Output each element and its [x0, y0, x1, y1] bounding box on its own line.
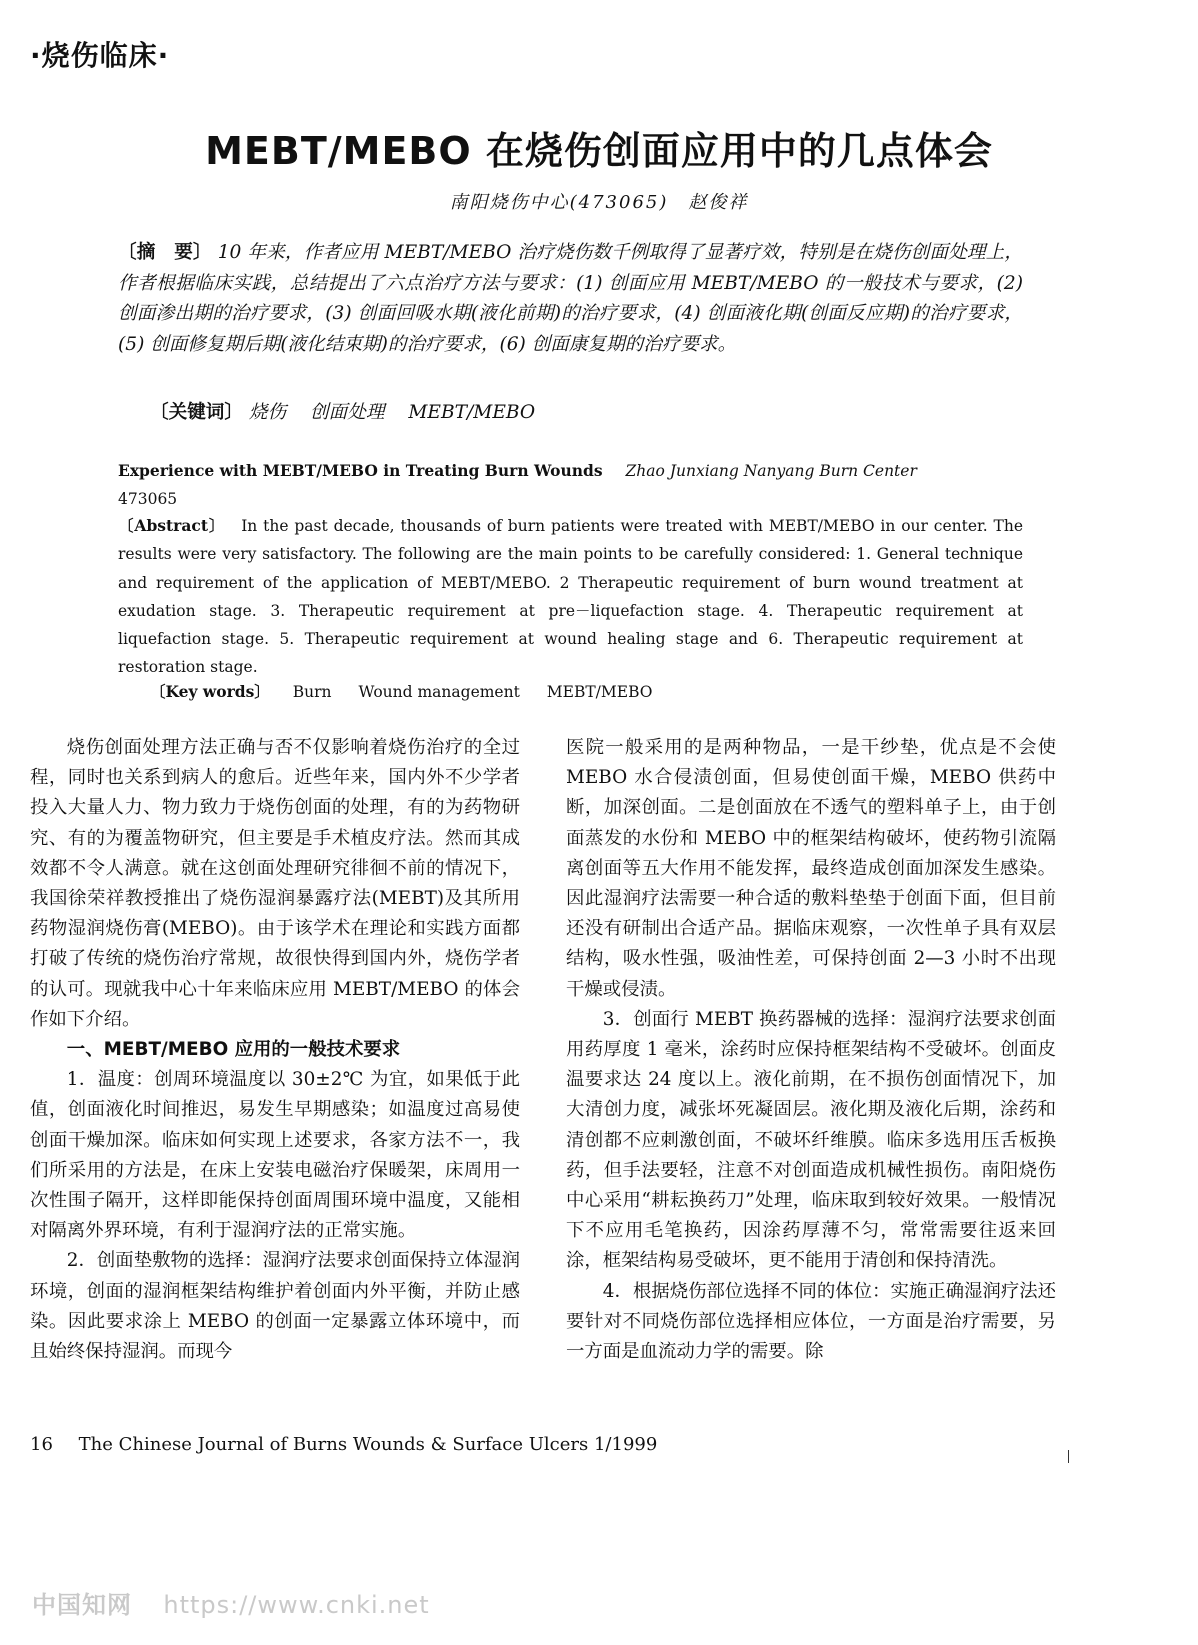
body-paragraph: 1．温度：创周环境温度以 30±2℃ 为宜，如果低于此值，创面液化时间推迟，易发生早期感染；如温度过高易使创面干燥加深。临床如何实现上述要求，各家方法不一，我们所采用的方法是，在床上安装电磁治疗保暖架，床周用一次性围子隔开，这样即能保持创面周围环境中温度，又能相对隔离外界环境，有利于湿润疗法的正常实施。 — [30, 1069, 520, 1242]
watermark — [32, 1585, 430, 1620]
page-number: 16 — [30, 1434, 53, 1455]
keyword: 创面处理 — [310, 402, 385, 423]
body-paragraph: 3．创面行 MEBT 换药器械的选择：湿润疗法要求创面用药厚度 1 毫米，涂药时应保持框架结构不受破坏。创面皮温要求达 24 度以上。液化前期，在不损伤创面情况下，加大清创力度，减张坏死凝固层。液化期及液化后期，涂药和清创都不应刺激创面，不破坏纤维膜。临床多选用压舌板换药，但手法要轻，注意不对创面造成机械性损伤。南阳烧伤中心采用“耕耘换药刀”处理，临床取到较好效果。一般情况下不应用毛笔换药，因涂药厚薄不匀，常常需要往返来回涂，框架结构易受破坏，更不能用于清创和保持清洗。 — [566, 1008, 1056, 1272]
column-tag: ·烧伤临床· — [30, 39, 170, 72]
english-author: Zhao Junxiang Nanyang Burn Center — [625, 462, 917, 480]
keyword: MEBT/MEBO — [546, 683, 653, 701]
body-column-left — [30, 733, 520, 1367]
article-title: MEBT/MEBO 在烧伤创面应用中的几点体会 — [205, 129, 993, 173]
keyword: Wound management — [358, 683, 520, 701]
english-postcode: 473065 — [118, 490, 178, 508]
page-footer — [30, 1434, 657, 1455]
chinese-keywords-label: 〔关键词〕 — [150, 402, 243, 423]
body-paragraph: 烧伤创面处理方法正确与否不仅影响着烧伤治疗的全过程，同时也关系到病人的愈后。近些年来，国内外不少学者投入大量人力、物力致力于烧伤创面的处理，有的为药物研究、有的为覆盖物研究，但主要是手术植皮疗法。然而其成效都不令人满意。就在这创面处理研究徘徊不前的情况下，我国徐荣祥教授推出了烧伤湿润暴露疗法(MEBT)及其所用药物湿润烧伤膏(MEBO)。由于该学术在理论和实践方面都打破了传统的烧伤治疗常规，故很快得到国内外，烧伤学者的认可。现就我中心十年来临床应用 MEBT/MEBO 的体会作如下介绍。 — [30, 737, 520, 1030]
margin-mark — [1068, 1450, 1069, 1463]
chinese-abstract-label: 〔摘 要〕 — [118, 242, 212, 263]
section-heading: 一、MEBT/MEBO 应用的一般技术要求 — [66, 1039, 401, 1061]
english-abstract-text: In the past decade, thousands of burn patients were treated with MEBT/MEBO in our center. The results were very satisfactory. The following are the main points to be carefully considered: 1. General technique and requirement of the application of MEBT/MEBO. 2 Therapeutic requirement of burn wound treatment at exudation stage. 3. Therapeutic requirement at pre－liquefaction stage. 4. Therapeutic requirement at liquefaction stage. 5. Therapeutic requirement at wound healing stage and 6. Therapeutic requirement at restoration stage. — [118, 517, 1023, 677]
watermark-brand: 中国知网 — [32, 1591, 132, 1619]
english-title-block — [118, 457, 1023, 513]
chinese-abstract — [118, 238, 1023, 360]
journal-name: The Chinese Journal of Burns Wounds & Surface Ulcers 1/1999 — [78, 1434, 658, 1455]
watermark-url: https://www.cnki.net — [163, 1591, 430, 1619]
keyword: 烧伤 — [248, 402, 287, 423]
english-abstract — [118, 512, 1023, 682]
english-keywords-label: 〔Key words〕 — [150, 682, 270, 701]
body-paragraph: 2．创面垫敷物的选择：湿润疗法要求创面保持立体湿润环境，创面的湿润框架结构维护着创面内外平衡，并防止感染。因此要求涂上 MEBO 的创面一定暴露立体环境中，而且始终保持湿润。而现今 — [30, 1250, 520, 1363]
keyword: Burn — [292, 683, 332, 701]
keyword: MEBT/MEBO — [408, 402, 536, 423]
english-keywords — [150, 680, 674, 702]
english-abstract-label: 〔Abstract〕 — [118, 516, 226, 535]
author-affiliation: 南阳烧伤中心(473065) 赵俊祥 — [449, 192, 749, 213]
english-title: Experience with MEBT/MEBO in Treating Burn Wounds — [118, 461, 603, 480]
chinese-keywords — [150, 398, 553, 424]
chinese-abstract-text: 10 年来，作者应用 MEBT/MEBO 治疗烧伤数千例取得了显著疗效，特别是在烧伤创面处理上，作者根据临床实践，总结提出了六点治疗方法与要求：(1) 创面应用 MEBT/MEBO 的一般技术与要求，(2) 创面渗出期的治疗要求，(3) 创面回吸水期(液化前期)的治疗要求，(4) 创面液化期(创面反应期)的治疗要求，(5) 创面修复期后期(液化结束期)的治疗要求，(6) 创面康复期的治疗要求。 — [118, 242, 1023, 355]
body-column-right — [566, 733, 1056, 1367]
body-paragraph: 4．根据烧伤部位选择不同的体位：实施正确湿润疗法还要针对不同烧伤部位选择相应体位，一方面是治疗需要，另一方面是血流动力学的需要。除 — [566, 1280, 1056, 1363]
body-paragraph: 医院一般采用的是两种物品，一是干纱垫，优点是不会使 MEBO 水合侵渍创面，但易使创面干燥，MEBO 供药中断，加深创面。二是创面放在不透气的塑料单子上，由于创面蒸发的水份和 MEBO 中的框架结构破坏，使药物引流隔离创面等五大作用不能发挥，最终造成创面加深发生感染。因此湿润疗法需要一种合适的敷料垫垫于创面下面，但目前还没有研制出合适产品。据临床观察，一次性单子具有双层结构，吸水性强，吸油性差，可保持创面 2—3 小时不出现干燥或侵渍。 — [566, 737, 1056, 1000]
